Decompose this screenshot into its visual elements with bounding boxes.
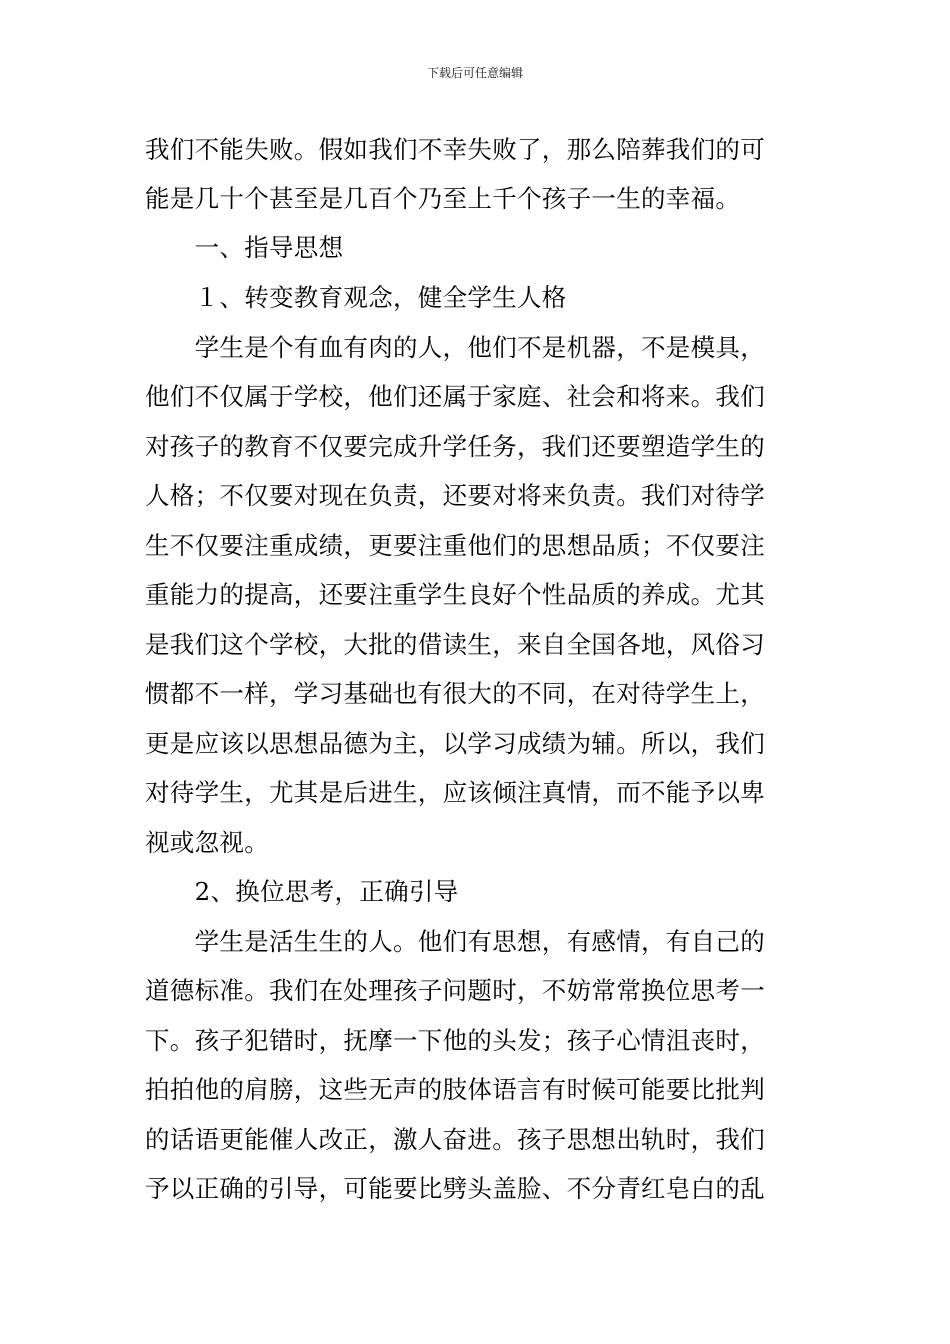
text-line: 学生是活生生的人。他们有思想，有感情，有自己的 bbox=[145, 927, 765, 956]
text-line: 对孩子的教育不仅要完成升学任务，我们还要塑造学生的 bbox=[145, 432, 765, 461]
text-line: 的话语更能催人改正，激人奋进。孩子思想出轨时，我们 bbox=[145, 1125, 765, 1154]
text-line: 生不仅要注重成绩，更要注重他们的思想品质；不仅要注 bbox=[145, 531, 765, 560]
text-line: 予以正确的引导，可能要比劈头盖脸、不分青红皂白的乱 bbox=[145, 1174, 765, 1203]
text-line: 他们不仅属于学校，他们还属于家庭、社会和将来。我们 bbox=[145, 382, 765, 411]
text-line: 道德标准。我们在处理孩子问题时，不妨常常换位思考一 bbox=[145, 976, 765, 1005]
section-heading: 一、指导思想 bbox=[145, 233, 344, 262]
text-line: 人格；不仅要对现在负责，还要对将来负责。我们对待学 bbox=[145, 481, 765, 510]
text-line: 拍拍他的肩膀，这些无声的肢体语言有时候可能要比批判 bbox=[145, 1075, 765, 1104]
text-line: 视或忽视。 bbox=[145, 828, 269, 857]
text-line: 学生是个有血有肉的人，他们不是机器，不是模具， bbox=[145, 333, 765, 362]
text-line: 惯都不一样，学习基础也有很大的不同，在对待学生上， bbox=[145, 679, 765, 708]
text-line: 对待学生，尤其是后进生，应该倾注真情，而不能予以卑 bbox=[145, 778, 765, 807]
text-line: 下。孩子犯错时，抚摩一下他的头发；孩子心情沮丧时， bbox=[145, 1026, 765, 1055]
subsection-heading: 2、换位思考，正确引导 bbox=[145, 877, 459, 906]
text-line: 重能力的提高，还要注重学生良好个性品质的养成。尤其 bbox=[145, 580, 765, 609]
text-line: 是我们这个学校，大批的借读生，来自全国各地，风俗习 bbox=[145, 630, 765, 659]
text-line: 我们不能失败。假如我们不幸失败了，那么陪葬我们的可 bbox=[145, 135, 765, 164]
text-line: 更是应该以思想品德为主，以学习成绩为辅。所以，我们 bbox=[145, 729, 765, 758]
subsection-heading: １、转变教育观念，健全学生人格 bbox=[145, 283, 567, 312]
text-line: 能是几十个甚至是几百个乃至上千个孩子一生的幸福。 bbox=[145, 184, 741, 213]
header-note: 下载后可任意编辑 bbox=[426, 66, 523, 80]
